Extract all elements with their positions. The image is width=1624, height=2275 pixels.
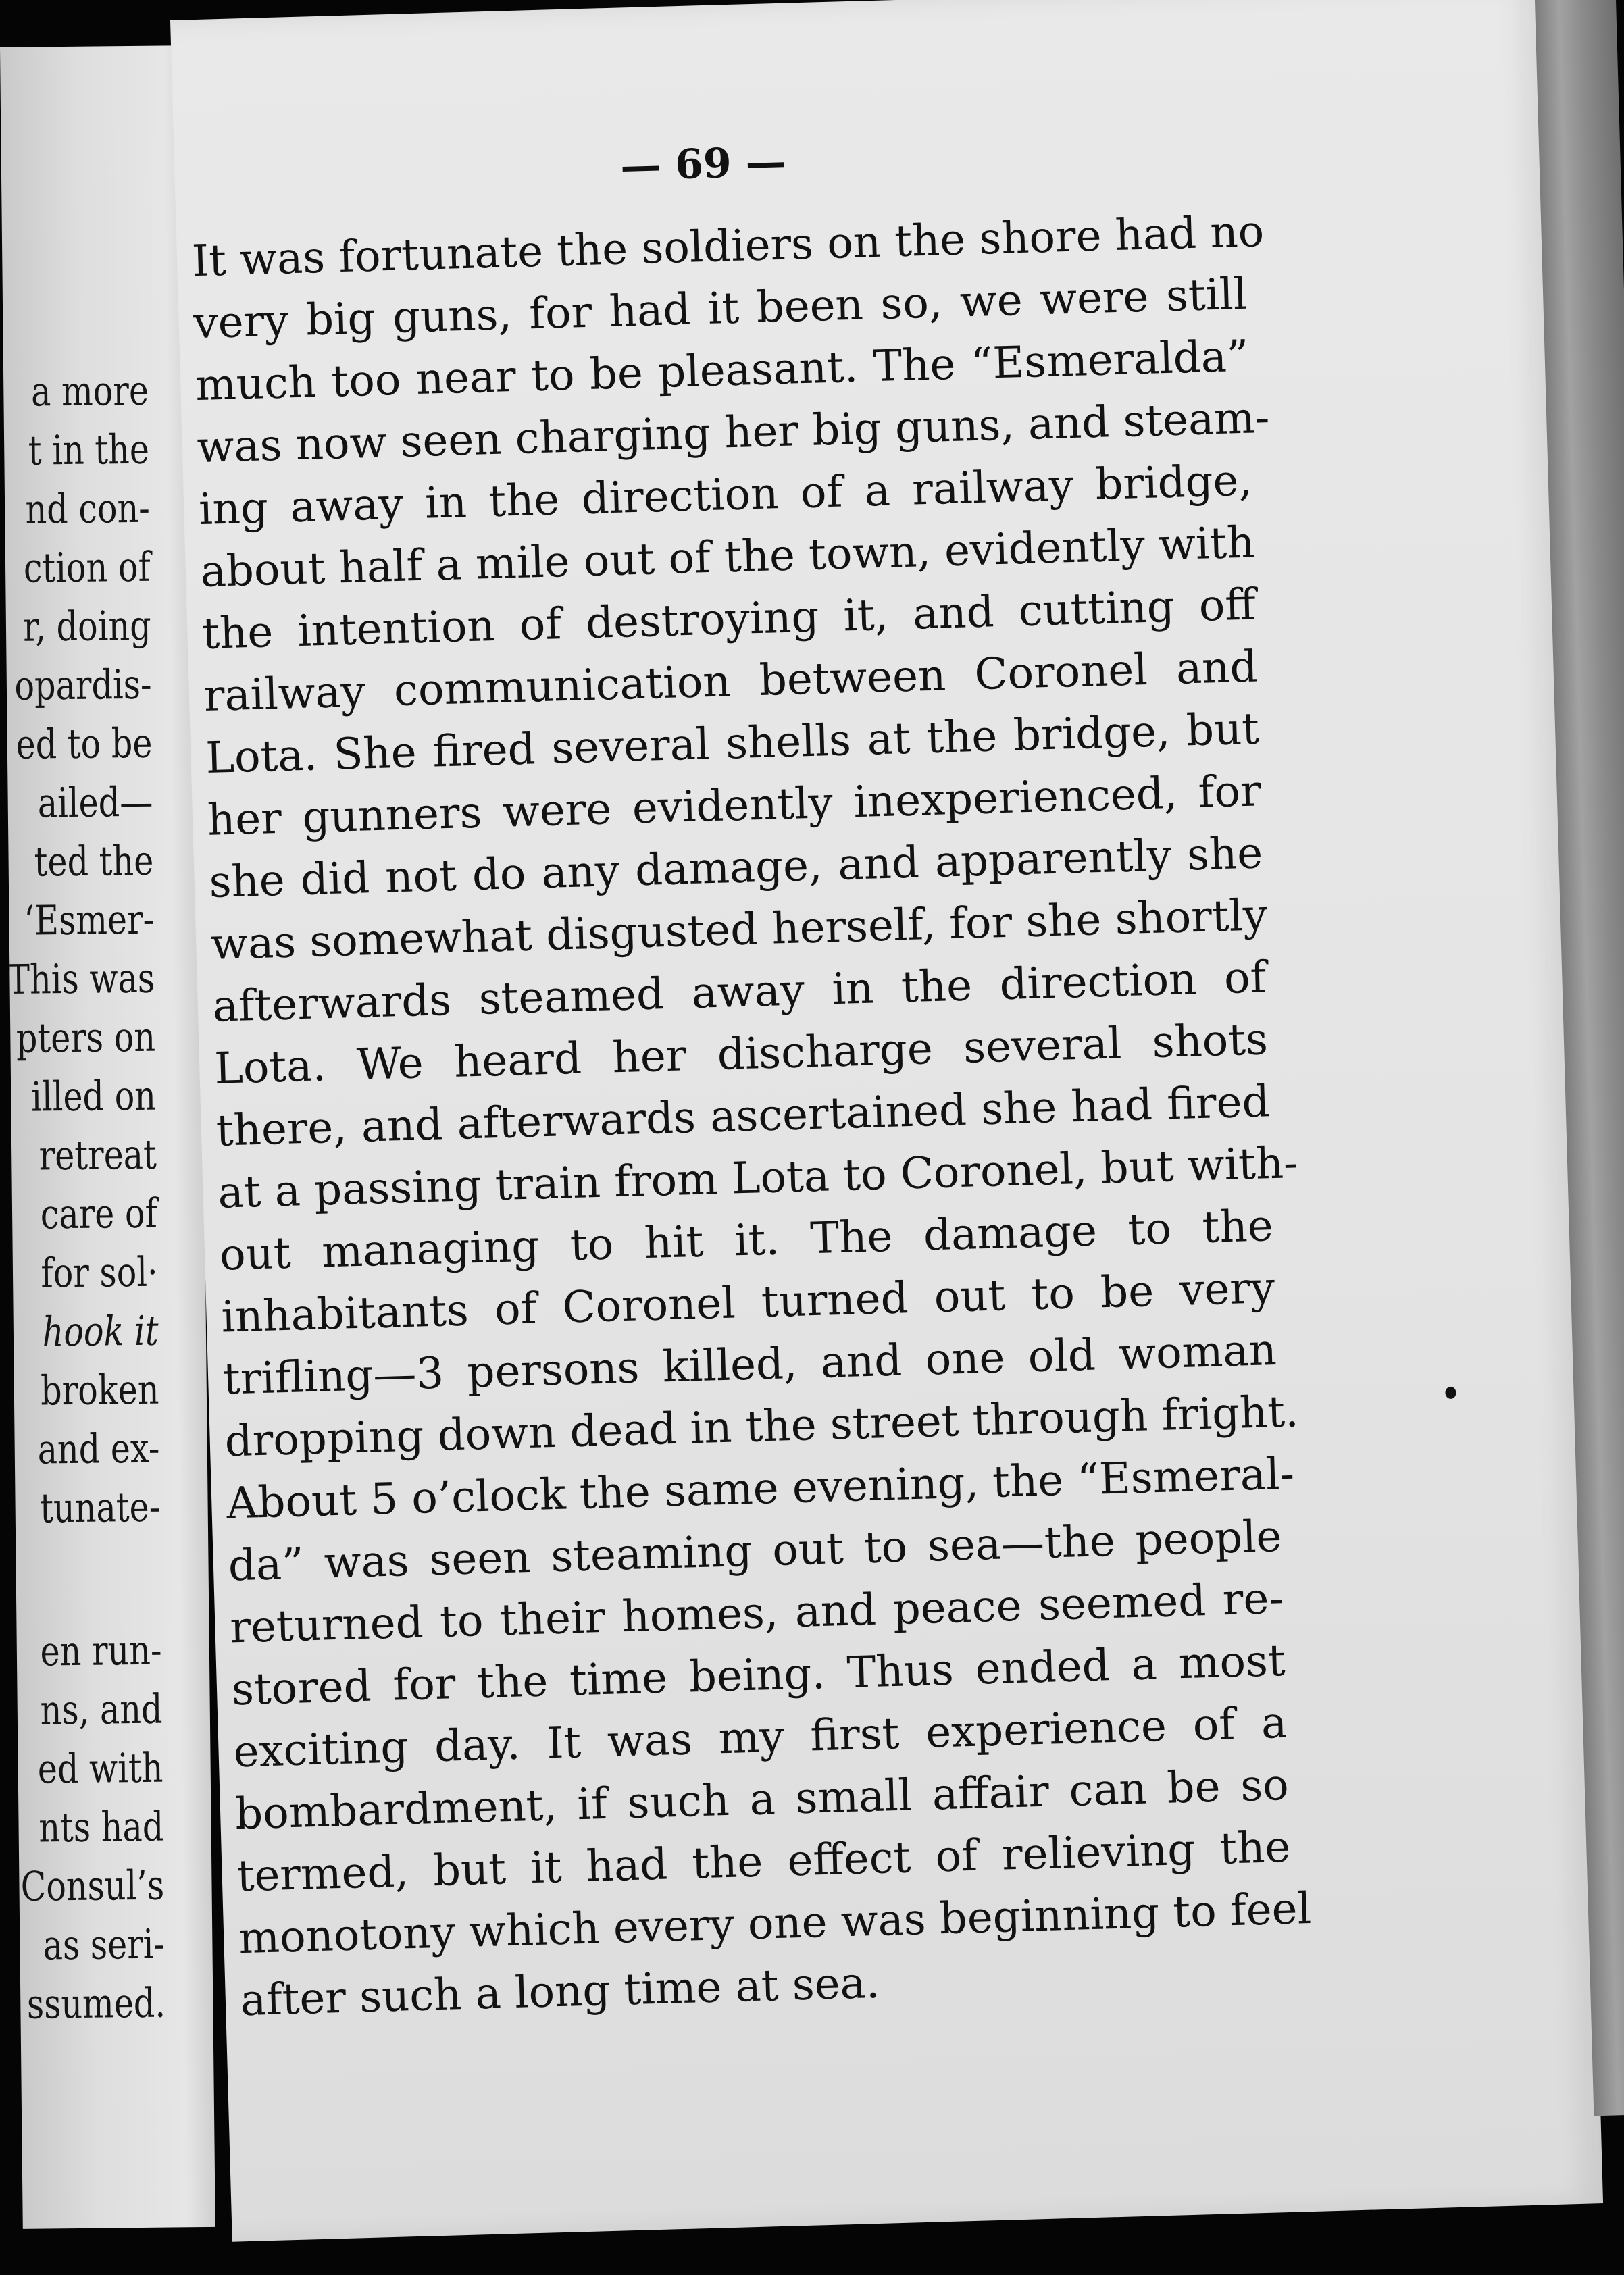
text-line: out managing to hit it. The damage to the xyxy=(219,1201,1274,1281)
left-line: pters on xyxy=(16,1013,156,1063)
ink-speck xyxy=(1445,1387,1456,1399)
text-line: termed, but it had the effect of relieving the xyxy=(236,1822,1292,1902)
left-line: illed on xyxy=(31,1072,157,1121)
left-line: nd con- xyxy=(25,484,151,534)
text-line: about half a mile out of the town, evidently with xyxy=(199,517,1256,598)
left-line: ‘Esmer- xyxy=(24,896,155,945)
text-line: very big guns, for had it been so, we were still xyxy=(193,269,1248,349)
paragraph-gap xyxy=(14,1537,161,1623)
text-line: inhabitants of Coronel turned out to be very xyxy=(220,1263,1276,1343)
text-line: bombardment, if such a small affair can be so xyxy=(234,1760,1290,1840)
text-line: dropping down dead in the street through fright. xyxy=(224,1387,1300,1467)
text-line: trifling—3 persons killed, and one old woman xyxy=(222,1325,1277,1405)
left-line: hook it xyxy=(42,1307,159,1356)
left-line: ed to be xyxy=(16,719,153,769)
left-line: as seri- xyxy=(43,1920,166,1970)
text-line: was somewhat disgusted herself, for she shortly xyxy=(210,890,1269,970)
body-paragraph xyxy=(191,201,1312,2033)
text-line: returned to their homes, and peace seemed re- xyxy=(229,1573,1284,1654)
page-number: — 69 — xyxy=(619,138,787,190)
facing-page-text-fragments xyxy=(1,362,166,2035)
text-line: was now seen charging her big guns, and steam- xyxy=(196,392,1271,474)
text-line: she did not do any damage, and apparently she xyxy=(208,828,1264,908)
text-line: at a passing train from Lota to Coronel, but with- xyxy=(217,1138,1299,1219)
text-line: her gunners were evidently inexperienced, for xyxy=(207,766,1262,846)
left-line: ailed— xyxy=(37,778,154,827)
text-line: railway communication between Coronel and xyxy=(203,642,1259,721)
text-line: It was fortunate the soldiers on the shore had no xyxy=(191,206,1265,287)
left-line: ction of xyxy=(23,543,151,592)
text-line: there, and afterwards ascertained she had fired xyxy=(215,1077,1271,1156)
left-line: opardis- xyxy=(14,661,153,710)
left-line: ed with xyxy=(37,1744,164,1793)
left-line: care of xyxy=(40,1190,158,1239)
text-line: monotony which every one was beginning to feel xyxy=(238,1883,1312,1964)
left-line: ssumed. xyxy=(26,1979,166,2028)
left-line: for sol· xyxy=(41,1248,159,1298)
text-line: after such a long time at sea. xyxy=(239,1958,880,2026)
text-line: stored for the time being. Thus ended a most xyxy=(231,1635,1286,1716)
left-line: r, doing xyxy=(23,602,152,651)
page-block-edge xyxy=(1535,0,1624,2116)
text-line: the intention of destroying it, and cutting off xyxy=(201,580,1257,660)
left-line: tunate- xyxy=(40,1483,161,1533)
left-line: ns, and xyxy=(40,1685,163,1735)
text-line: Lota. We heard her discharge several shots xyxy=(213,1015,1269,1094)
text-line: Lota. She fired several shells at the bridge, but xyxy=(205,704,1260,784)
text-line: ing away in the direction of a railway bridge, xyxy=(198,455,1253,536)
left-line: ted the xyxy=(34,837,154,886)
left-line: broken xyxy=(41,1366,160,1415)
left-line: a more xyxy=(31,367,149,416)
left-line: Consul’s xyxy=(20,1862,165,1911)
left-line: retreat xyxy=(39,1131,157,1180)
left-line: nts had xyxy=(39,1803,164,1852)
text-line: exciting day. It was my first experience of a xyxy=(232,1697,1288,1778)
left-line: t in the xyxy=(28,426,150,475)
left-line: en run- xyxy=(40,1627,163,1676)
book-page xyxy=(170,0,1603,2242)
left-line: This was xyxy=(7,954,155,1004)
text-line: much too near to be pleasant. The “Esmeralda” xyxy=(195,331,1250,411)
text-line: da” was seen steaming out to sea—the people xyxy=(227,1511,1283,1591)
text-line: About 5 o’clock the same evening, the “Esmeral- xyxy=(226,1449,1295,1529)
text-line: afterwards steamed away in the direction of xyxy=(211,952,1267,1032)
left-line: and ex- xyxy=(37,1425,161,1474)
